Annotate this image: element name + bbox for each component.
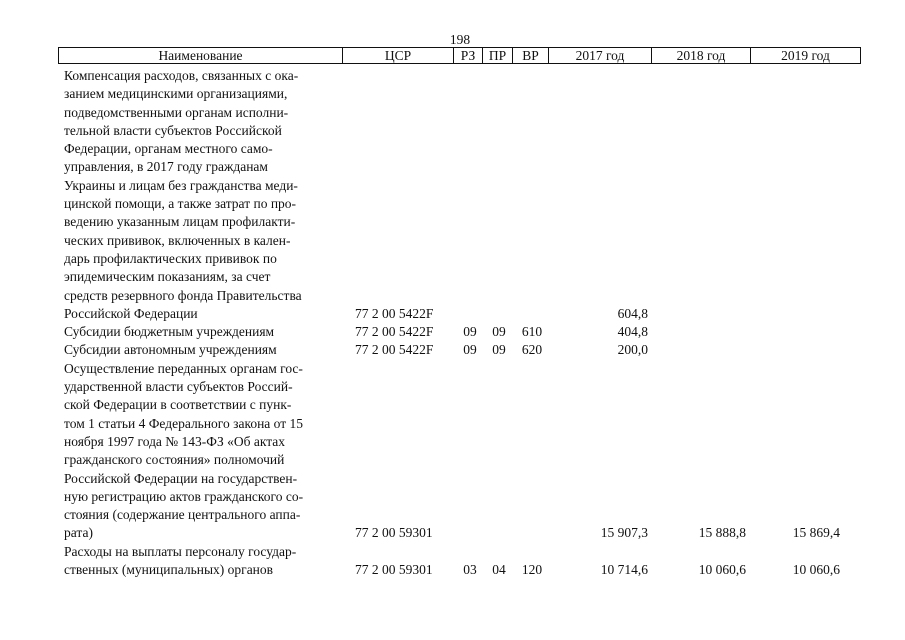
cell-pr: 09	[492, 324, 506, 340]
row-name-line: Российской Федерации на государствен-	[64, 470, 298, 486]
row-name-line: Расходы на выплаты персоналу государ-	[64, 543, 297, 559]
page-number: 198	[449, 32, 471, 47]
row-name-line: ударственной власти субъектов Россий-	[64, 379, 293, 395]
header-2017: 2017 год	[549, 48, 652, 63]
row-name-line: ческих прививок, включенных в кален-	[64, 232, 291, 248]
table-body	[0, 67, 905, 579]
cell-vr: 620	[521, 342, 543, 358]
table-header	[58, 47, 861, 64]
row-name-line: подведомственными органам исполни-	[64, 104, 289, 120]
cell-csr: 77 2 00 5422F	[355, 324, 434, 340]
cell-y2017: 404,8	[617, 324, 648, 340]
row-name-line: Осуществление переданных органам гос-	[64, 360, 303, 376]
row-name	[64, 360, 354, 543]
header-rz: РЗ	[454, 48, 483, 63]
cell-y2017: 10 714,6	[600, 562, 648, 578]
row-name-line: Компенсация расходов, связанных с ока-	[64, 68, 299, 83]
cell-y2019: 15 869,4	[792, 525, 840, 541]
cell-y2017: 15 907,3	[600, 525, 648, 541]
cell-csr: 77 2 00 5422F	[355, 342, 434, 358]
row-name-line: Федерации, органам местного само-	[64, 141, 273, 157]
cell-vr: 120	[521, 562, 543, 578]
row-name-line: дарь профилактических прививок по	[64, 250, 277, 266]
row-name	[64, 67, 354, 323]
row-name-line: Украины и лицам без гражданства меди-	[64, 177, 298, 193]
header-2019: 2019 год	[781, 48, 830, 63]
row-name-line: эпидемическим показаниям, за счет	[64, 269, 271, 285]
row-name-line: цинской помощи, а также затрат по про-	[64, 196, 297, 212]
cell-rz: 09	[463, 342, 477, 358]
cell-rz: 09	[463, 324, 477, 340]
cell-csr: 77 2 00 59301	[355, 525, 433, 541]
cell-y2017: 200,0	[617, 342, 648, 358]
row-name-line: рата)	[64, 525, 93, 541]
table-row	[0, 543, 905, 580]
header-csr: ЦСР	[343, 48, 454, 63]
cell-rz: 03	[463, 562, 477, 578]
cell-pr: 09	[492, 342, 506, 358]
header-vr: ВР	[513, 48, 549, 63]
header-2018: 2018 год	[652, 48, 751, 63]
row-name-line: средств резервного фонда Правительства	[64, 287, 302, 303]
row-name	[64, 543, 354, 580]
table-row	[0, 360, 905, 543]
cell-vr: 610	[521, 324, 543, 340]
header-pr: ПР	[483, 48, 513, 63]
cell-pr: 04	[492, 562, 506, 578]
cell-csr: 77 2 00 5422F	[355, 305, 434, 321]
row-name	[64, 341, 354, 359]
row-name-line: управления, в 2017 году гражданам	[64, 159, 268, 175]
row-name-line: Субсидии автономным учреждениям	[64, 342, 277, 358]
cell-csr: 77 2 00 59301	[355, 562, 433, 578]
row-name-line: ственных (муниципальных) органов	[64, 562, 274, 578]
row-name-line: тельной власти субъектов Российской	[64, 122, 282, 138]
row-name-line: занием медицинскими организациями,	[64, 86, 288, 102]
row-name-line: ской Федерации в соответствии с пунк-	[64, 397, 292, 413]
cell-y2017: 604,8	[617, 305, 648, 321]
row-name-line: гражданского состояния» полномочий	[64, 452, 285, 468]
row-name-line: ную регистрацию актов гражданского со-	[64, 488, 304, 504]
row-name-line: Субсидии бюджетным учреждениям	[64, 324, 275, 340]
header-name: Наименование	[59, 48, 343, 63]
row-name-line: ведению указанным лицам профилакти-	[64, 214, 296, 230]
table-row	[0, 67, 905, 323]
table-row	[0, 341, 905, 359]
row-name-line: том 1 статьи 4 Федерального закона от 15	[64, 415, 304, 431]
cell-y2018: 10 060,6	[698, 562, 746, 578]
row-name-line: ноября 1997 года № 143-ФЗ «Об актах	[64, 433, 286, 449]
row-name-line: стояния (содержание центрального аппа-	[64, 507, 301, 523]
table-row	[0, 323, 905, 341]
cell-y2019: 10 060,6	[792, 562, 840, 578]
cell-y2018: 15 888,8	[698, 525, 746, 541]
row-name-line: Российской Федерации	[64, 305, 198, 321]
row-name	[64, 323, 354, 341]
